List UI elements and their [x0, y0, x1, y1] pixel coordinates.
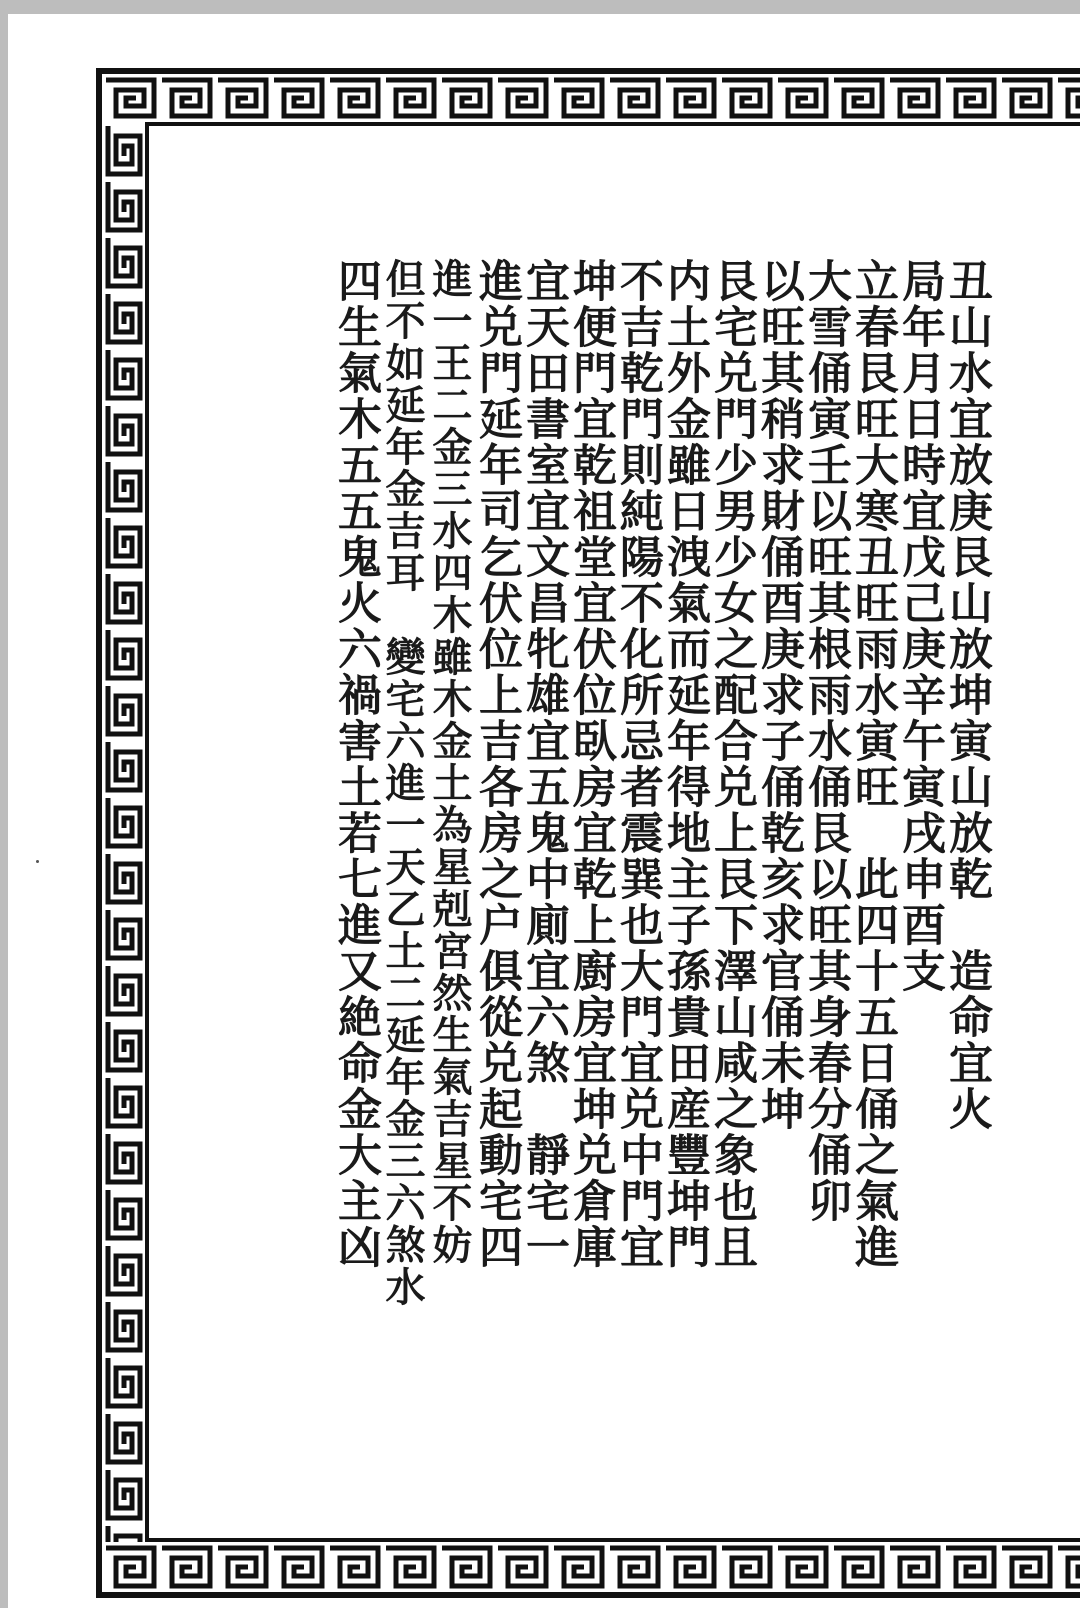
- text-column-3: 立春艮旺大寒丑旺雨水寅旺 此四十五日俑之氣進: [847, 258, 898, 1270]
- border-bottom-fret: [102, 1542, 1080, 1592]
- text-column-6: 艮宅兑門少男少女之配合兑上艮下澤山咸之象也且: [706, 258, 757, 1270]
- text-column-8: 不吉乾門則純陽不化所忌者震巽也大門宜兑中門宜: [612, 258, 663, 1270]
- text-column-2: 局年月日時宜戊己庚辛午寅戌申酉支: [894, 258, 945, 994]
- text-column-7: 内土外金雖日洩氣而延年得地主子孫貴田産豐坤門: [659, 258, 710, 1270]
- text-column-11: 進兑門延年司乞伏位上吉各房之户俱從兑起動宅四: [471, 258, 522, 1270]
- text-column-4: 大雪俑寅壬以旺其根雨水俑艮以旺其身春分俑卯: [800, 258, 851, 1224]
- border-top-fret: [102, 74, 1080, 122]
- text-column-13: 但不如延年金吉耳 變宅六進一天乙土二延年金三六煞水: [379, 258, 426, 1308]
- text-column-5: 以旺其稍求財俑酉庚求子俑乾亥求官俑未坤: [753, 258, 804, 1132]
- text-column-14: 四生氣木五五鬼火六禍害土若七進又絶命金大主凶: [330, 258, 381, 1270]
- text-column-10: 宜天田書室宜文昌牝雄宜五鬼中廁宜六煞 靜宅一: [518, 258, 569, 1270]
- manuscript-text: [230, 258, 990, 1408]
- border-left-fret: [102, 122, 145, 1542]
- text-column-12: 進一王二金三水四木雖木金土為星剋宮然生氣吉星不妨: [426, 258, 473, 1266]
- text-column-1: 丑山水宜放庚艮山放坤寅山放乾 造命宜火: [941, 258, 992, 1132]
- text-column-9: 坤便門宜乾祖堂宜伏位臥房宜乾上廚房宜坤兑倉庫: [565, 258, 616, 1270]
- scan-speck: [36, 860, 39, 863]
